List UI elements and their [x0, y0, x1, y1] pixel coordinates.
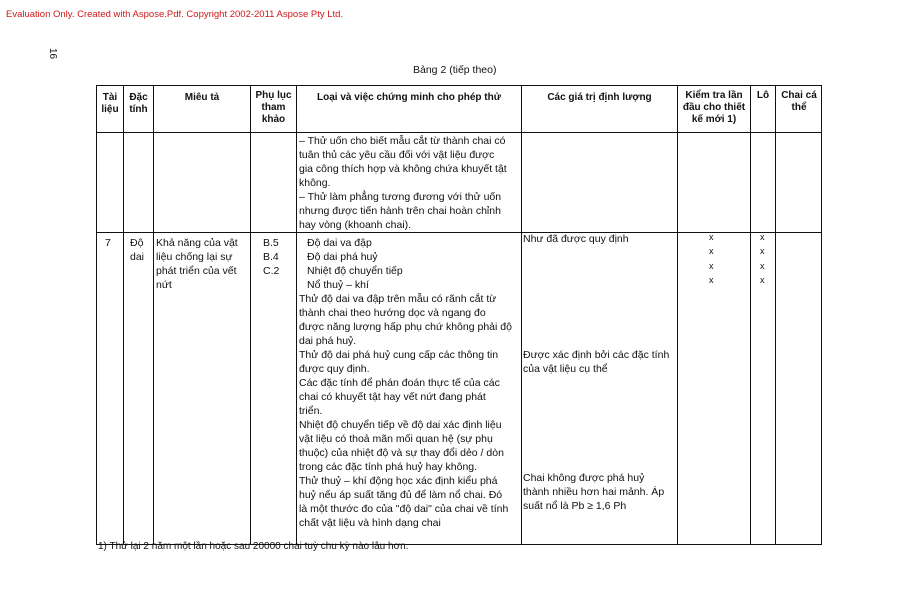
header-phu-luc: Phụ lục tham khảo — [255, 90, 292, 125]
row7-tests: Độ dai va đập Độ dai phá huỷ Nhiệt độ chuyển tiếp Nổ thuỷ – khí — [307, 237, 403, 291]
cont-row-text: – Thử uốn cho biết mẫu cắt từ thành chai có tuân thủ các yêu cầu đối với vật liệu được gia công thích hợp và không chứa khuyết tật không. – Thử làm phẳng tương đương với thử uốn nhưng được tiến hành trên chai hoàn chỉnh hay vòng (khoanh chai). — [299, 135, 507, 231]
header-loai-thu: Loại và việc chứng minh cho phép thử — [317, 92, 501, 103]
row7-description: Khả năng của vật liệu chống lại sự phát triển của vết nứt — [156, 237, 238, 291]
table-caption: Bảng 2 (tiếp theo) — [413, 64, 497, 76]
mark-kiem-tra: x — [709, 275, 714, 285]
header-tai-lieu: Tài liệu — [101, 92, 119, 115]
table — [96, 85, 822, 545]
row7-quant-3: Chai không được phá huỷ thành nhiều hơn hai mảnh. Áp suất nổ là Pb ≥ 1,6 Ph — [523, 472, 665, 512]
watermark: Evaluation Only. Created with Aspose.Pdf. Copyright 2002-2011 Aspose Pty Ltd. — [6, 9, 344, 20]
row7-paragraphs: Thử độ dai va đập trên mẫu có rãnh cắt từ thành chai theo hướng dọc và ngang đo được năng lượng hấp phụ chứ không phải độ dai phá huỷ. Thử độ dai phá huỷ cung cấp các thông tin được quy định. Các đặc tính để phán đoán thực tế của các chai có khuyết tật hay vết nứt đang phát triển. Nhiệt độ chuyển tiếp về độ dai xác định liệu vật liệu có thoả mãn mối quan hệ (sự phụ thuộc) của nhiệt độ và sự thay đổi dẻo / dòn trong các đặc tính phá huỷ hay không. Thử thuỷ – khí động học xác định kiểu phá huỷ nếu áp suất tăng đủ để làm nổ chai. Đó là một thước đo của "độ dai" của chai về tính chất vật liệu và hình dạng chai — [299, 293, 512, 529]
mark-lo: x — [760, 275, 765, 285]
header-dac-tinh: Đặc tính — [129, 92, 148, 115]
header-chai-ca-the: Chai cá thể — [781, 90, 817, 113]
page-number: 16 — [47, 48, 58, 60]
header-kiem-tra: Kiểm tra lần đầu cho thiết kế mới 1) — [682, 90, 746, 125]
mark-kiem-tra: x — [709, 261, 714, 271]
header-gia-tri: Các giá trị định lượng — [547, 92, 652, 103]
header-mieu-ta: Miêu tả — [184, 92, 220, 103]
mark-kiem-tra: x — [709, 246, 714, 256]
footnote: 1) Thử lại 2 năm một lần hoặc sau 20000 chai tuỳ chu kỳ nào lâu hơn. — [98, 541, 409, 552]
mark-lo: x — [760, 246, 765, 256]
row7-property: Độ dai — [130, 237, 145, 263]
row7-number: 7 — [105, 237, 111, 249]
header-lo: Lô — [756, 90, 770, 101]
mark-lo: x — [760, 232, 765, 242]
row7-quant-1: Như đã được quy định — [523, 233, 629, 245]
mark-lo: x — [760, 261, 765, 271]
row7-refs: B.5 B.4 C.2 — [263, 237, 280, 277]
row7-quant-2: Được xác định bởi các đặc tính của vật liệu cụ thể — [523, 349, 670, 375]
mark-kiem-tra: x — [709, 232, 714, 242]
